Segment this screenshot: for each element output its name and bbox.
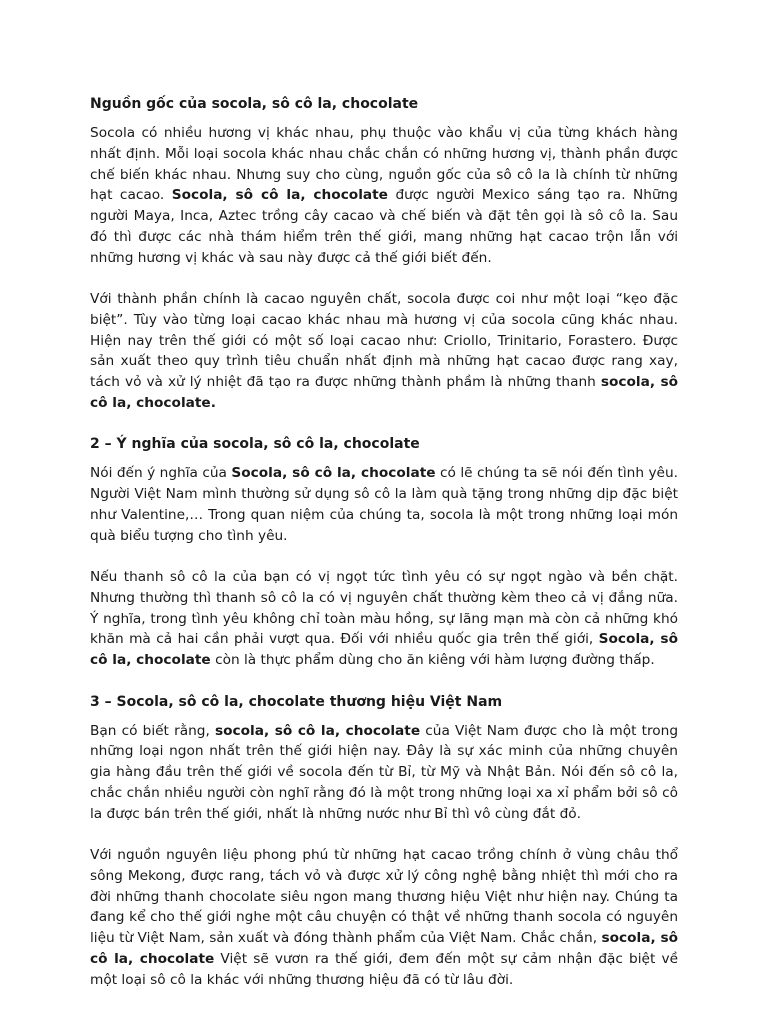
text-run: Với nguồn nguyên liệu phong phú từ những hạt cacao trồng chính ở vùng châu thổ sông Mekong, được rang, tách vỏ và được xử lý công nghệ bằng nhiệt thì mới cho ra đời những thanh chocolate siêu ngon mang thương hiệu Việt như hiện nay. Chúng ta đang kể cho thế giới nghe một câu chuyện có thật về những thanh socola có nguyên liệu từ Việt Nam, sản xuất và đóng thành phẩm của Việt Nam. Chắc chắn,: [90, 847, 678, 947]
text-run: có lẽ chúng ta sẽ nói đến tình yêu. Người Việt Nam mình thường sử dụng sô cô la làm quà tặng trong những dịp đặc biệt như Valentine,… Trong quan niệm của chúng ta, socola là một trong những loại món quà biểu tượng cho tình yêu.: [90, 465, 679, 544]
bold-text-run: Socola, sô cô la, chocolate: [90, 631, 678, 669]
paragraph: [90, 123, 678, 269]
paragraph: [90, 463, 678, 546]
section-origin: [90, 94, 678, 414]
bold-text-run: Socola, sô cô la, chocolate: [171, 187, 388, 204]
document-page: [90, 94, 678, 1011]
bold-text-run: Socola, sô cô la, chocolate: [231, 465, 436, 482]
paragraph: [90, 289, 678, 414]
text-run: Việt sẽ vươn ra thế giới, đem đến một sự cảm nhận đặc biệt về một loại sô cô la khác với những thương hiệu đã có từ lâu đời.: [90, 951, 678, 988]
section-vietnam-brand: [90, 692, 678, 991]
text-run: Socola có nhiều hương vị khác nhau, phụ thuộc vào khẩu vị của từng khách hàng nhất định. Mỗi loại socola khác nhau chắc chắn có những hương vị, thành phần được chế biến khác nhau. Nhưng suy cho cùng, nguồn gốc của sô cô la là chính từ những hạt cacao.: [90, 125, 678, 204]
bold-text-run: socola, sô cô la, chocolate: [90, 930, 679, 967]
text-run: của Việt Nam được cho là một trong những loại ngon nhất trên thế giới hiện nay. Đây là sự xác minh của những chuyên gia hàng đầu trên thế giới về socola đến từ Bỉ, từ Mỹ và Nhật Bản. Nói đến sô cô la, chắc chắn nhiều người còn nghĩ rằng đó là một trong những loại xa xỉ phẩm bởi sô cô la được bán trên thế giới, nhất là những nước như Bỉ thì vô cùng đắt đỏ.: [90, 722, 679, 822]
text-run: còn là thực phẩm dùng cho ăn kiêng với hàm lượng đường thấp.: [210, 652, 655, 669]
text-run: Nếu thanh sô cô la của bạn có vị ngọt tức tình yêu có sự ngọt ngào và bền chặt. Nhưng thường thì thanh sô cô la có vị nguyên chất thường kèm theo cả vị đắng nữa. Ý nghĩa, trong tình yêu không chỉ toàn màu hồng, sự lãng mạn mà còn cả những khó khăn mà cả hai cần phải vượt qua. Đối với nhiều quốc gia trên thế giới,: [90, 569, 678, 648]
section-heading: 3 – Socola, sô cô la, chocolate thương hiệu Việt Nam: [90, 693, 503, 710]
paragraph: [90, 721, 678, 825]
text-run: Với thành phần chính là cacao nguyên chất, socola được coi như một loại “kẹo đặc biệt”. Tùy vào từng loại cacao khác nhau mà hương vị của socola cũng khác nhau. Hiện nay trên thế giới có một số loại cacao như: Criollo, Trinitario, Forastero. Được sản xuất theo quy trình tiêu chuẩn nhất định mà những hạt cacao được rang xay, tách vỏ và xử lý nhiệt đã tạo ra được những thành phầm là những thanh: [90, 291, 678, 391]
paragraph: [90, 845, 678, 991]
section-heading: 2 – Ý nghĩa của socola, sô cô la, chocolate: [90, 436, 420, 453]
section-meaning: [90, 434, 678, 671]
text-run: Nói đến ý nghĩa của: [90, 465, 232, 482]
section-heading: Nguồn gốc của socola, sô cô la, chocolate: [90, 96, 419, 112]
text-run: Bạn có biết rằng,: [90, 722, 215, 739]
bold-text-run: socola, sô cô la, chocolate.: [90, 374, 678, 412]
text-run: được người Mexico sáng tạo ra. Những người Maya, Inca, Aztec trồng cây cacao và chế biến và đặt tên gọi là sô cô la. Sau đó thì được các nhà thám hiểm trên thế giới, mang những hạt cacao trộn lẫn với những hương vị khác và sau này được cả thế giới biết đến.: [90, 187, 678, 266]
paragraph: [90, 567, 678, 671]
bold-text-run: socola, sô cô la, chocolate: [214, 722, 421, 739]
